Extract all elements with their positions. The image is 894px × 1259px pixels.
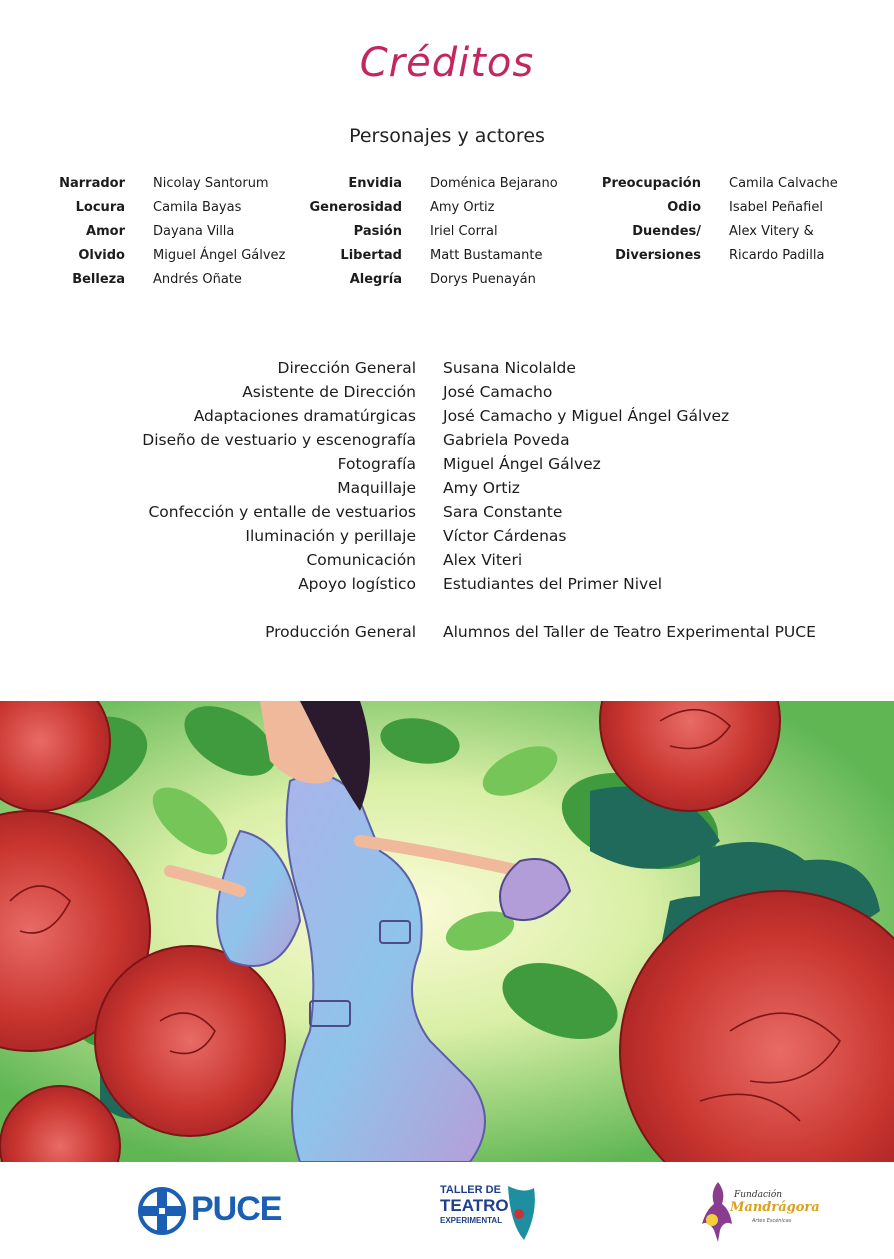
crew-role: Confección y entalle de vestuarios <box>148 503 416 521</box>
cast-role: Locura <box>75 200 125 215</box>
crew-row <box>0 407 894 431</box>
cast-actor: Andrés Oñate <box>153 272 242 287</box>
production-row <box>0 623 894 647</box>
crew-role: Adaptaciones dramatúrgicas <box>193 407 416 425</box>
cast-actor: Isabel Peñafiel <box>729 200 823 215</box>
cast-actor: Dorys Puenayán <box>430 272 536 287</box>
taller-line-3: EXPERIMENTAL <box>440 1216 503 1225</box>
puce-cross-icon <box>137 1186 187 1236</box>
cast-role: Pasión <box>353 224 402 239</box>
crew-name: Alumnos del Taller de Teatro Experimental PUCE <box>443 623 816 641</box>
crew-name: Sara Constante <box>443 503 563 521</box>
crew-role: Dirección General <box>277 359 416 377</box>
cast-role: Amor <box>86 224 125 239</box>
cast-actor: Camila Bayas <box>153 200 242 215</box>
crew-role: Producción General <box>265 623 416 641</box>
cast-role: Diversiones <box>615 248 701 263</box>
fundacion-label: Fundación <box>734 1190 783 1200</box>
cast-role: Preocupación <box>601 176 701 191</box>
cast-actor: Nicolay Santorum <box>153 176 269 191</box>
sponsor-logos <box>0 1162 894 1259</box>
crew-role: Maquillaje <box>337 479 416 497</box>
crew-name: Víctor Cárdenas <box>443 527 567 545</box>
cast-role: Belleza <box>72 272 125 287</box>
crew-name: Amy Ortiz <box>443 479 520 497</box>
crew-credits <box>0 359 894 647</box>
crew-role: Asistente de Dirección <box>242 383 416 401</box>
crew-role: Comunicación <box>306 551 416 569</box>
cast-actor: Amy Ortiz <box>430 200 495 215</box>
puce-logo <box>137 1186 287 1238</box>
cast-actor: Doménica Bejarano <box>430 176 558 191</box>
crew-name: José Camacho <box>443 383 553 401</box>
cast-heading: Personajes y actores <box>349 125 545 147</box>
cast-actor: Dayana Villa <box>153 224 235 239</box>
crew-name: Alex Viteri <box>443 551 523 569</box>
crew-name: Susana Nicolalde <box>443 359 576 377</box>
crew-name: Gabriela Poveda <box>443 431 570 449</box>
crew-role: Diseño de vestuario y escenografía <box>142 431 416 449</box>
crew-row <box>0 383 894 407</box>
cast-actor: Iriel Corral <box>430 224 498 239</box>
taller-line-2: TEATRO <box>440 1196 509 1215</box>
page-title: Créditos <box>359 40 535 86</box>
taller-teatro-logo <box>440 1184 540 1244</box>
cast-role: Narrador <box>59 176 125 191</box>
cast-role: Duendes/ <box>632 224 701 239</box>
crew-row <box>0 551 894 575</box>
crew-row <box>0 575 894 599</box>
cast-actor: Matt Bustamante <box>430 248 543 263</box>
crew-name: José Camacho y Miguel Ángel Gálvez <box>443 407 730 425</box>
cast-actor: Alex Vitery & <box>729 224 814 239</box>
crew-row <box>0 503 894 527</box>
cast-role: Olvido <box>78 248 125 263</box>
puce-wordmark: PUCE <box>191 1190 282 1228</box>
crew-role: Iluminación y perillaje <box>245 527 416 545</box>
crew-row <box>0 455 894 479</box>
cast-role: Generosidad <box>309 200 402 215</box>
crew-name: Miguel Ángel Gálvez <box>443 455 601 473</box>
cast-role: Envidia <box>348 176 402 191</box>
crew-row <box>0 527 894 551</box>
taller-line-1: TALLER DE <box>440 1184 501 1196</box>
fundacion-mandragora-logo <box>700 1180 820 1246</box>
crew-name: Estudiantes del Primer Nivel <box>443 575 663 593</box>
crew-row <box>0 359 894 383</box>
cast-actor: Ricardo Padilla <box>729 248 825 263</box>
cast-role: Alegría <box>349 272 402 287</box>
artes-escenicas-label: Artes Escénicas <box>752 1218 792 1224</box>
mandragora-wordmark: Mandrágora <box>730 1200 820 1215</box>
theatre-mask-icon <box>504 1184 538 1242</box>
crew-role: Fotografía <box>337 455 416 473</box>
crew-role: Apoyo logístico <box>298 575 416 593</box>
crew-row <box>0 479 894 503</box>
dancing-woman-among-roses-illustration <box>0 701 894 1162</box>
cast-role: Odio <box>667 200 701 215</box>
cast-actor: Miguel Ángel Gálvez <box>153 248 286 263</box>
cast-role: Libertad <box>340 248 402 263</box>
crew-row <box>0 431 894 455</box>
cast-actor: Camila Calvache <box>729 176 838 191</box>
